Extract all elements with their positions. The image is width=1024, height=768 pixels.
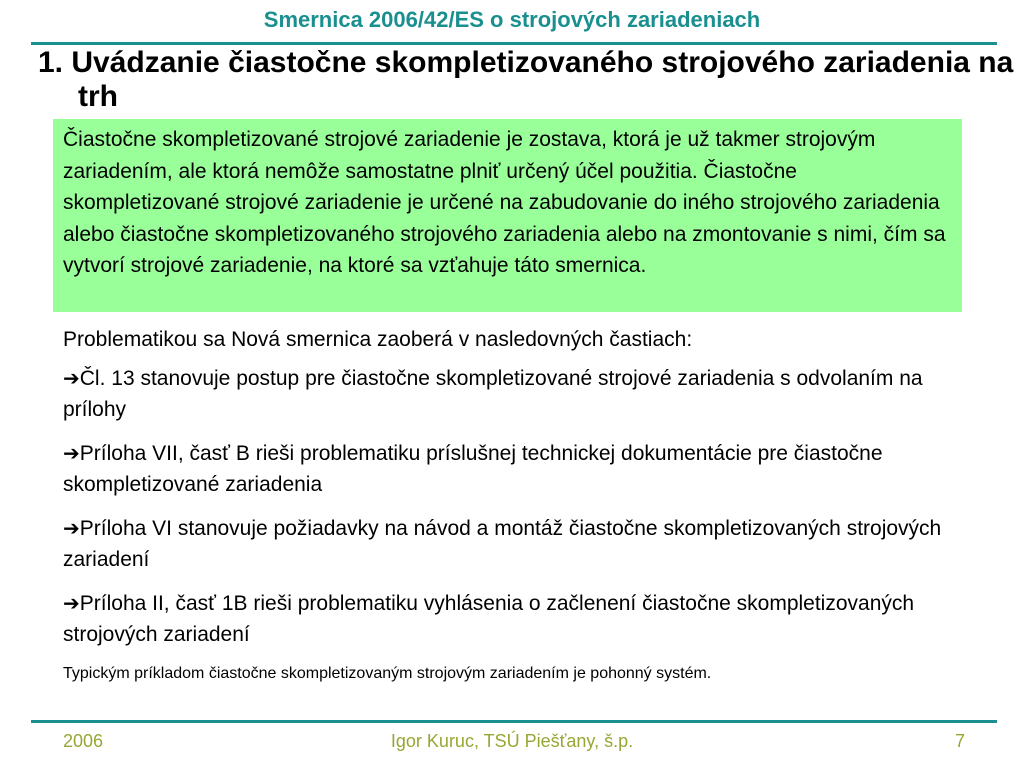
slide-header-title: Smernica 2006/42/ES o strojových zariadeniach [263,7,761,32]
arrow-right-icon: ➔ [63,366,80,390]
bullet-item [63,513,973,575]
example-note: Typickým príkladom čiastočne skompletizovaným strojovým zariadením je pohonný systém. [63,665,712,682]
definition-text: Čiastočne skompletizované strojové zariadenie je zostava, ktorá je už takmer strojovým zariadením, ale ktorá nemôže samostatne plniť určený účel použitia. Čiastočne skompletizované strojové zariadenie je určené na zabudovanie do iného strojového zariadenia alebo čiastočne skompletizovaného strojového zariadenia alebo na zmontovanie s nimi, čím sa vytvorí strojové zariadenie, na ktoré sa vzťahuje táto smernica. [63,128,946,277]
bullet-item [63,438,973,500]
bullet-text: Príloha VI stanovuje požiadavky na návod a montáž čiastočne skompletizovaných strojových zariadení [63,517,942,571]
bullet-item [63,363,973,425]
arrow-right-icon: ➔ [63,441,80,465]
footer-year: 2006 [63,731,104,751]
footer-divider [31,720,997,723]
footer-author: Igor Kuruc, TSÚ Piešťany, š.p. [390,731,634,751]
slide-content [63,324,973,685]
slide-heading: 1. Uvádzanie čiastočne skompletizovaného strojového zariadenia na trh [38,46,1014,113]
header-divider [31,42,997,45]
footer-page-number: 7 [955,731,966,751]
bullet-text: Príloha VII, časť B rieši problematiku príslušnej technickej dokumentácie pre čiastočne skompletizované zariadenia [63,442,883,496]
arrow-right-icon: ➔ [63,591,80,615]
intro-text: Problematikou sa Nová smernica zaoberá v nasledovných častiach: [63,328,693,351]
arrow-right-icon: ➔ [63,516,80,540]
bullet-item [63,588,973,650]
definition-box [53,119,962,312]
bullet-text: Čl. 13 stanovuje postup pre čiastočne skompletizované strojové zariadenia s odvolaním na prílohy [63,367,923,421]
bullet-text: Príloha II, časť 1B rieši problematiku vyhlásenia o začlenení čiastočne skompletizovaných strojových zariadení [63,592,915,646]
